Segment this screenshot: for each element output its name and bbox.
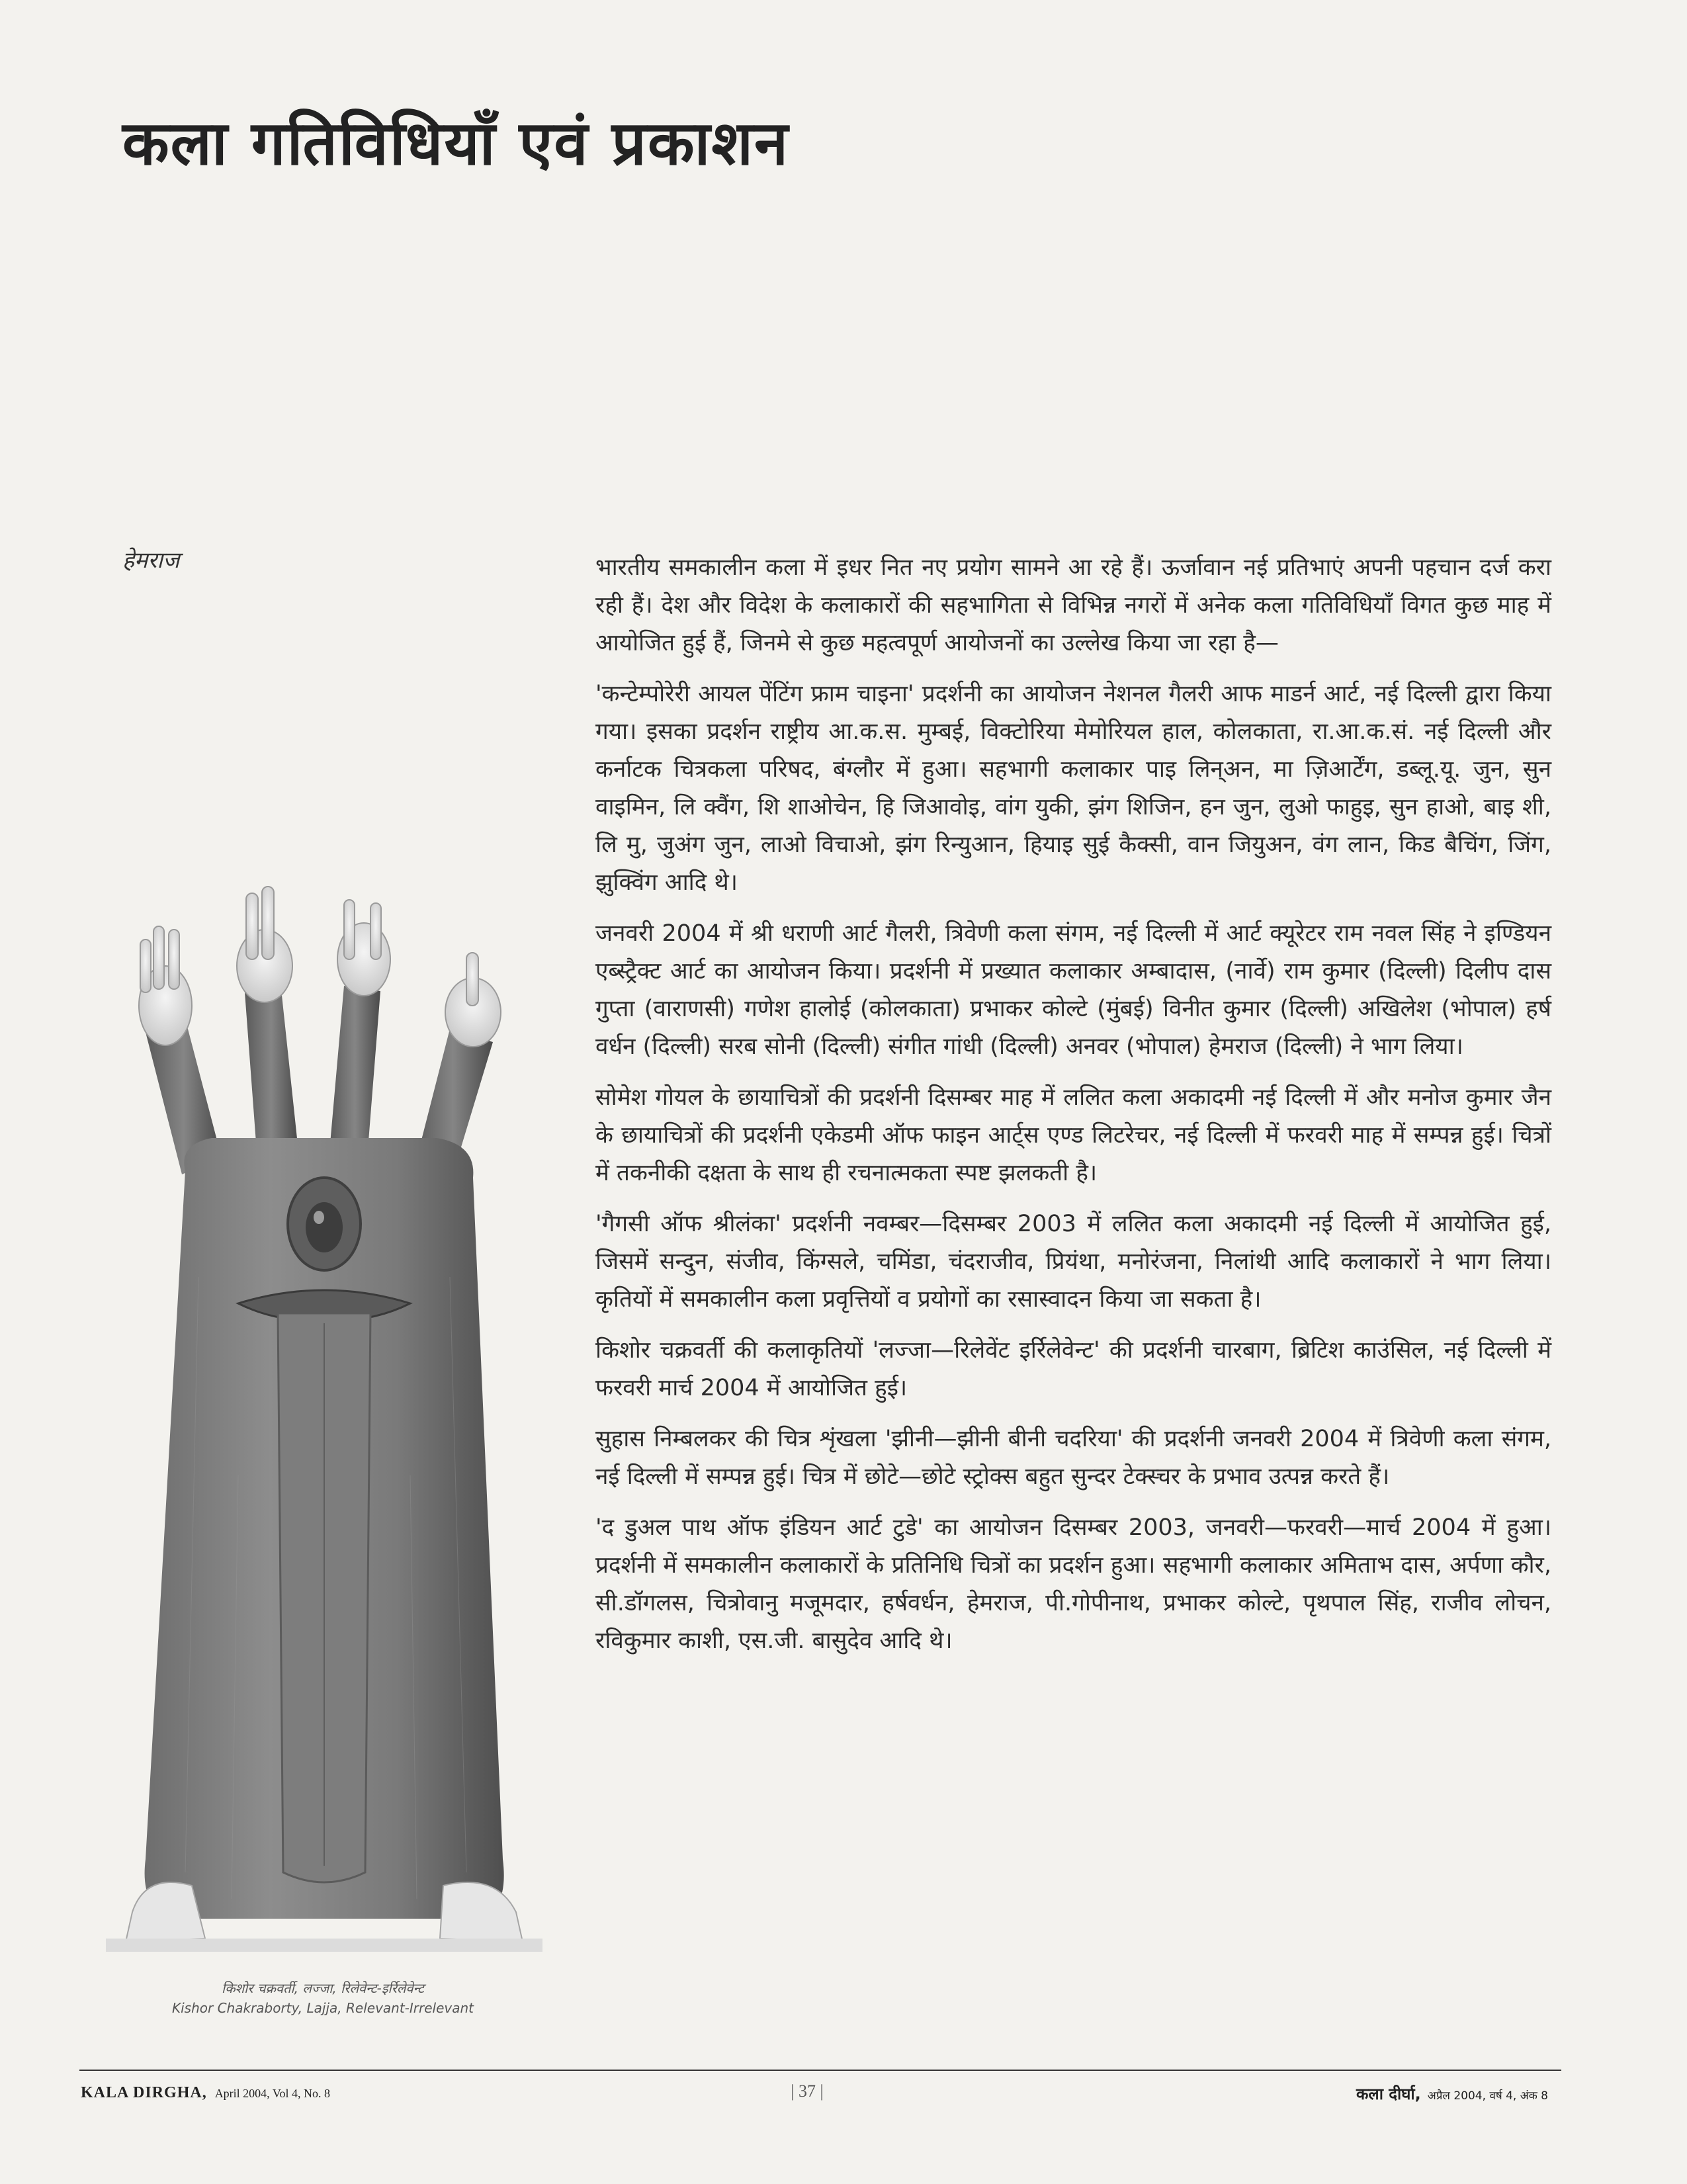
page-title: कला गतिविधियाँ एवं प्रकाशन xyxy=(122,108,790,179)
paragraph: सोमेश गोयल के छायाचित्रों की प्रदर्शनी दिसम्बर माह में ललित कला अकादमी नई दिल्ली में और मनोज कुमार जैन के छायाचित्रों की प्रदर्शनी एकेडमी ऑफ फाइन आर्ट्स एण्ड लिटरेचर, नई दिल्ली में फरवरी माह में सम्पन्न हुई। चित्रों में तकनीकी दक्षता के साथ ही रचनात्मकता स्पष्ट झलकती है। xyxy=(595,1084,1551,1186)
footer-divider xyxy=(79,2070,1561,2071)
paragraph: 'द डुअल पाथ ऑफ इंडियन आर्ट टुडे' का आयोजन दिसम्बर 2003, जनवरी—फरवरी—मार्च 2004 में हुआ। प्रदर्शनी में समकालीन कलाकारों के प्रतिनिधि चित्रों का प्रदर्शन हुआ। सहभागी कलाकार अमिताभ दास, अर्पणा कौर, सी.डॉगलस, चित्रोवानु मजूमदार, हर्षवर्धन, हेमराज, पी.गोपीनाथ, प्रभाकर कोल्टे, पृथपाल सिंह, राजीव लोचन, रविकुमार काशी, एस.जी. बासुदेव आदि थे। xyxy=(595,1514,1551,1654)
paragraph: 'गैगसी ऑफ श्रीलंका' प्रदर्शनी नवम्बर—दिसम्बर 2003 में ललित कला अकादमी नई दिल्ली में आयोजित हुई, जिसमें सन्दुन, संजीव, किंग्सले, चमिंडा, चंदराजीव, प्रियंथा, मनोरंजना, निलांथी आदि कलाकारों ने भाग लिया। कृतियों में समकालीन कला प्रवृत्तियों व प्रयोगों का रसास्वादन किया जा सकता है। xyxy=(595,1211,1551,1313)
author-name: हेमराज xyxy=(122,547,180,574)
issue-info-english: April 2004, Vol 4, No. 8 xyxy=(214,2087,331,2100)
figure-caption xyxy=(118,1978,528,2018)
caption-english: Kishor Chakraborty, Lajja, Relevant-Irrelevant xyxy=(171,2000,474,2016)
page-number: | 37 | xyxy=(791,2081,824,2101)
journal-title-english: KALA DIRGHA, xyxy=(81,2084,207,2101)
paragraph: किशोर चक्रवर्ती की कलाकृतियों 'लज्जा—रिलेवेंट इर्रिलेवेन्ट' की प्रदर्शनी चारबाग, ब्रिटिश काउंसिल, नई दिल्ली में फरवरी मार्च 2004 में आयोजित हुई। xyxy=(595,1337,1551,1401)
paragraph: 'कन्टेम्पोरेरी आयल पेंटिंग फ्राम चाइना' प्रदर्शनी का आयोजन नेशनल गैलरी आफ माडर्न आर्ट, नई दिल्ली द्वारा किया गया। इसका प्रदर्शन राष्ट्रीय आ.क.स. मुम्बई, विक्टोरिया मेमोरियल हाल, कोलकाता, रा.आ.क.सं. नई दिल्ली और कर्नाटक चित्रकला परिषद, बंग्लौर में हुआ। सहभागी कलाकार पाइ लिन्अन, मा ज़िआर्टेंग, डब्लू.यू. जुन, सुन वाइमिन, लि क्वैंग, शि शाओचेन, हि जिआवोइ, वांग युकी, झंग शिजिन, हन जुन, लुओ फाहुइ, सुन हाओ, बाइ शी, लि मु, जुअंग जुन, लाओ विचाओ, झंग रिन्युआन, हियाइ सुई कैक्सी, वान जियुअन, वंग लान, किड बैचिंग, जिंग, झुक्विंग आदि थे। xyxy=(595,681,1551,896)
caption-hindi: किशोर चक्रवर्ती, लज्जा, रिलेवेन्ट-इर्रिलेवेन्ट xyxy=(222,1980,424,1996)
paragraph: भारतीय समकालीन कला में इधर नित नए प्रयोग सामने आ रहे हैं। ऊर्जावान नई प्रतिभाएं अपनी पहचान दर्ज करा रही हैं। देश और विदेश के कलाकारों की सहभागिता से विभिन्न नगरों में अनेक कला गतिविधियाँ विगत कुछ माह में आयोजित हुई हैं, जिनमे से कुछ महत्वपूर्ण आयोजनों का उल्लेख किया जा रहा है— xyxy=(595,554,1551,656)
article-body xyxy=(595,549,1551,1673)
issue-info-hindi: अप्रैल 2004, वर्ष 4, अंक 8 xyxy=(1427,2089,1548,2103)
footer-journal-hindi xyxy=(1356,2083,1548,2105)
paragraph: जनवरी 2004 में श्री धराणी आर्ट गैलरी, त्रिवेणी कला संगम, नई दिल्ली में आर्ट क्यूरेटर राम नवल सिंह ने इण्डियन एब्स्ट्रैक्ट आर्ट का आयोजन किया। प्रदर्शनी में प्रख्यात कलाकार अम्बादास, (नार्वे) राम कुमार (दिल्ली) दिलीप दास गुप्ता (वाराणसी) गणेश हालोई (कोलकाता) प्रभाकर कोल्टे (मुंबई) विनीत कुमार (दिल्ली) अखिलेश (भोपाल) हर्ष वर्धन (दिल्ली) सरब सोनी (दिल्ली) संगीत गांधी (दिल्ली) अनवर (भोपाल) हेमराज (दिल्ली) ने भाग लिया। xyxy=(595,920,1551,1060)
sculpture-photo xyxy=(106,880,542,1952)
paragraph: सुहास निम्बलकर की चित्र शृंखला 'झीनी—झीनी बीनी चदरिया' की प्रदर्शनी जनवरी 2004 में त्रिवेणी कला संगम, नई दिल्ली में सम्पन्न हुई। चित्र में छोटे—छोटे स्ट्रोक्स बहुत सुन्दर टेक्स्चर के प्रभाव उत्पन्न करते हैं। xyxy=(595,1426,1551,1490)
journal-title-hindi: कला दीर्घा, xyxy=(1356,2085,1421,2103)
footer-journal-english xyxy=(81,2084,330,2102)
